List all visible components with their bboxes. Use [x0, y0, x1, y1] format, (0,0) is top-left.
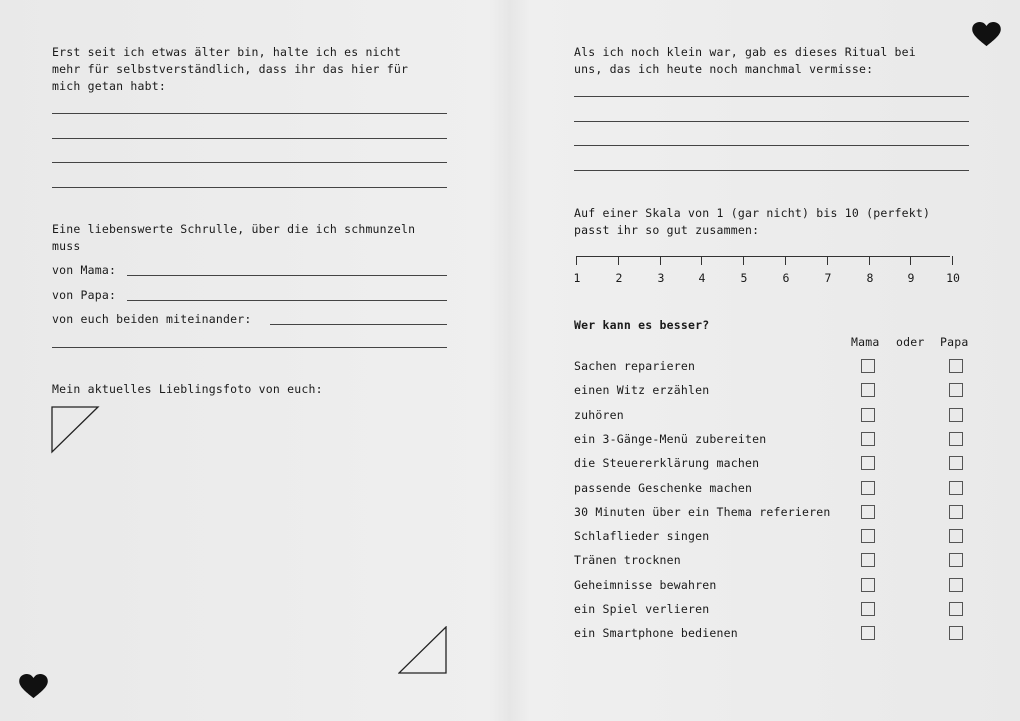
answer-line[interactable]: [52, 187, 447, 188]
answer-line-papa[interactable]: [127, 300, 447, 301]
scale-tick: [869, 256, 870, 265]
scale-tick: [952, 256, 953, 265]
answer-line[interactable]: [574, 96, 969, 97]
checkbox-mama[interactable]: [861, 529, 875, 543]
item-label: einen Witz erzählen: [574, 383, 710, 397]
item-label: 30 Minuten über ein Thema referieren: [574, 505, 831, 519]
checkbox-papa[interactable]: [949, 383, 963, 397]
item-label: Tränen trocknen: [574, 553, 681, 567]
checkbox-papa[interactable]: [949, 432, 963, 446]
q1-line-3: mich getan habt:: [52, 79, 166, 93]
ritual-line-1: Als ich noch klein war, gab es dieses Ritual bei: [574, 45, 916, 59]
q1-line-1: Erst seit ich etwas älter bin, halte ich es nicht: [52, 45, 402, 59]
column-oder: oder: [896, 335, 925, 349]
q2-line-2: muss: [52, 239, 81, 253]
answer-line-mama[interactable]: [127, 275, 447, 276]
answer-line[interactable]: [574, 145, 969, 146]
item-label: Sachen reparieren: [574, 359, 696, 373]
checkbox-mama[interactable]: [861, 578, 875, 592]
scale-tick: [910, 256, 911, 265]
checkbox-mama[interactable]: [861, 481, 875, 495]
answer-line[interactable]: [52, 113, 447, 114]
scale-label[interactable]: 9: [907, 271, 915, 285]
item-label: zuhören: [574, 408, 624, 422]
item-label: Schlaflieder singen: [574, 529, 710, 543]
scale-label[interactable]: 4: [698, 271, 706, 285]
checkbox-papa[interactable]: [949, 602, 963, 616]
scale-tick: [827, 256, 828, 265]
checkbox-papa[interactable]: [949, 408, 963, 422]
scale-tick: [743, 256, 744, 265]
checkbox-papa[interactable]: [949, 359, 963, 373]
scale-question-line-2: passt ihr so gut zusammen:: [574, 223, 760, 237]
photo-corner-icon: [51, 406, 101, 454]
q1-line-2: mehr für selbstverständlich, dass ihr das hier für: [52, 62, 409, 76]
checkbox-mama[interactable]: [861, 602, 875, 616]
rating-scale: [576, 256, 950, 257]
checkbox-papa[interactable]: [949, 626, 963, 640]
item-label: Geheimnisse bewahren: [574, 578, 717, 592]
checkbox-papa[interactable]: [949, 481, 963, 495]
checkbox-papa[interactable]: [949, 553, 963, 567]
photo-corner-icon: [398, 626, 448, 674]
scale-question-line-1: Auf einer Skala von 1 (gar nicht) bis 10 (perfekt): [574, 206, 931, 220]
answer-line[interactable]: [574, 170, 969, 171]
ritual-line-2: uns, das ich heute noch manchmal vermisse:: [574, 62, 874, 76]
scale-label[interactable]: 5: [740, 271, 748, 285]
answer-line[interactable]: [52, 138, 447, 139]
item-label: ein Spiel verlieren: [574, 602, 710, 616]
checkbox-papa[interactable]: [949, 529, 963, 543]
item-label: ein Smartphone bedienen: [574, 626, 738, 640]
heart-icon: [971, 22, 1002, 47]
answer-line[interactable]: [574, 121, 969, 122]
answer-line-both[interactable]: [270, 324, 447, 325]
scale-tick: [576, 256, 577, 265]
label-von-euch-beiden: von euch beiden miteinander:: [52, 312, 252, 326]
scale-tick: [618, 256, 619, 265]
scale-tick: [785, 256, 786, 265]
checkbox-papa[interactable]: [949, 578, 963, 592]
scale-label[interactable]: 6: [782, 271, 790, 285]
checkbox-mama[interactable]: [861, 553, 875, 567]
heart-icon: [18, 674, 49, 699]
scale-tick: [660, 256, 661, 265]
checkbox-papa[interactable]: [949, 456, 963, 470]
label-von-mama: von Mama:: [52, 263, 117, 277]
scale-label[interactable]: 8: [866, 271, 874, 285]
who-better-title: Wer kann es besser?: [574, 318, 710, 332]
checkbox-mama[interactable]: [861, 408, 875, 422]
q2-line-1: Eine liebenswerte Schrulle, über die ich schmunzeln: [52, 222, 416, 236]
checkbox-mama[interactable]: [861, 626, 875, 640]
column-papa: Papa: [940, 335, 969, 349]
item-label: passende Geschenke machen: [574, 481, 753, 495]
column-mama: Mama: [851, 335, 880, 349]
scale-label[interactable]: 7: [824, 271, 832, 285]
answer-line[interactable]: [52, 162, 447, 163]
checkbox-papa[interactable]: [949, 505, 963, 519]
checkbox-mama[interactable]: [861, 359, 875, 373]
answer-line[interactable]: [52, 347, 447, 348]
photo-label: Mein aktuelles Lieblingsfoto von euch:: [52, 382, 323, 396]
checkbox-mama[interactable]: [861, 383, 875, 397]
scale-label[interactable]: 10: [946, 271, 960, 285]
checkbox-mama[interactable]: [861, 432, 875, 446]
scale-label[interactable]: 1: [573, 271, 581, 285]
scale-tick: [701, 256, 702, 265]
scale-label[interactable]: 3: [657, 271, 665, 285]
item-label: ein 3-Gänge-Menü zubereiten: [574, 432, 767, 446]
checkbox-mama[interactable]: [861, 505, 875, 519]
item-label: die Steuererklärung machen: [574, 456, 760, 470]
label-von-papa: von Papa:: [52, 288, 117, 302]
checkbox-mama[interactable]: [861, 456, 875, 470]
scale-label[interactable]: 2: [615, 271, 623, 285]
